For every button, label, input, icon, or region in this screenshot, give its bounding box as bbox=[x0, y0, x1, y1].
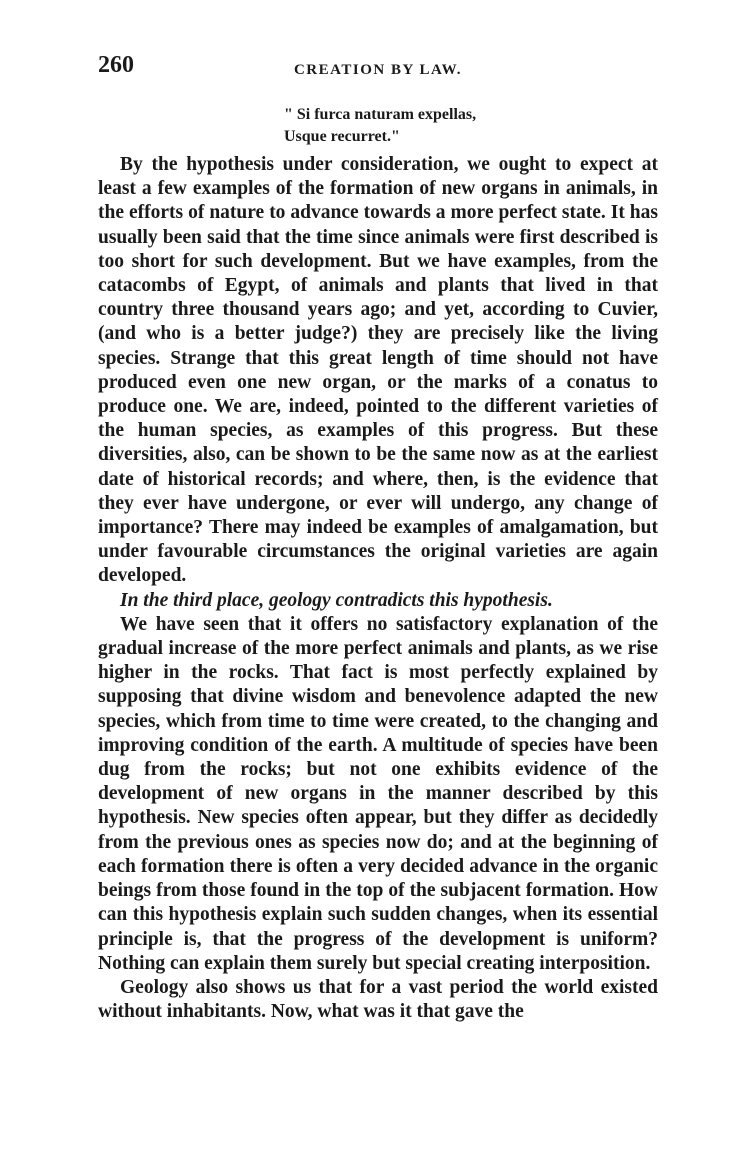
paragraph: We have seen that it offers no satisfactory explanation of the gradual increase of the more perfect animals and plants, as we rise higher in the rocks. That fact is most perfectly explained by supposing that divine wisdom and benevolence adapted the new species, which from time to time were created, to the changing and improving condition of the earth. A multitude of species have been dug from the rocks; but not one exhibits evidence of the development of new organs in the manner described by this hypothesis. New species often appear, but they differ as decidedly from the previous ones as species now do; and at the beginning of each formation there is often a very decided advance in the organic beings from those found in the top of the subjacent formation. How can this hypothesis explain such sudden changes, when its essential principle is, that the progress of the development is uniform? Nothing can explain them surely but special creating interposition. bbox=[98, 613, 658, 974]
epigraph-line: Usque recurret." bbox=[284, 128, 400, 145]
running-head: CREATION BY LAW. bbox=[293, 62, 463, 78]
paragraph: Geology also shows us that for a vast period the world existed without inhabitants. Now, what was it that gave the bbox=[98, 976, 658, 1023]
paragraph: By the hypothesis under consideration, we ought to expect at least a few examples of the formation of new organs in animals, in the efforts of nature to advance towards a more perfect state. It has usually been said that the time since animals were first described is too short for such development. But we have examples, from the catacombs of Egypt, of animals and plants that lived in that country three thousand years ago; and yet, according to Cuvier, (and who is a better judge?) they are precisely like the living species. Strange that this great length of time should not have produced even one new organ, or the marks of a conatus to produce one. We are, indeed, pointed to the different varieties of the human species, as examples of this progress. But these diversities, also, can be shown to be the same now as at the earliest date of historical records; and where, then, is the evidence that they ever have undergone, or ever will undergo, any change of importance? There may indeed be examples of amalgamation, but under favourable circumstances the original varieties are again developed. bbox=[98, 154, 658, 587]
page-header bbox=[98, 52, 658, 92]
italic-heading-paragraph: In the third place, geology contradicts this hypothesis. bbox=[120, 589, 553, 611]
body-text bbox=[98, 153, 658, 1024]
epigraph-line: " Si furca naturam expellas, bbox=[284, 106, 477, 123]
page-number: 260 bbox=[98, 52, 134, 78]
epigraph bbox=[284, 104, 476, 148]
